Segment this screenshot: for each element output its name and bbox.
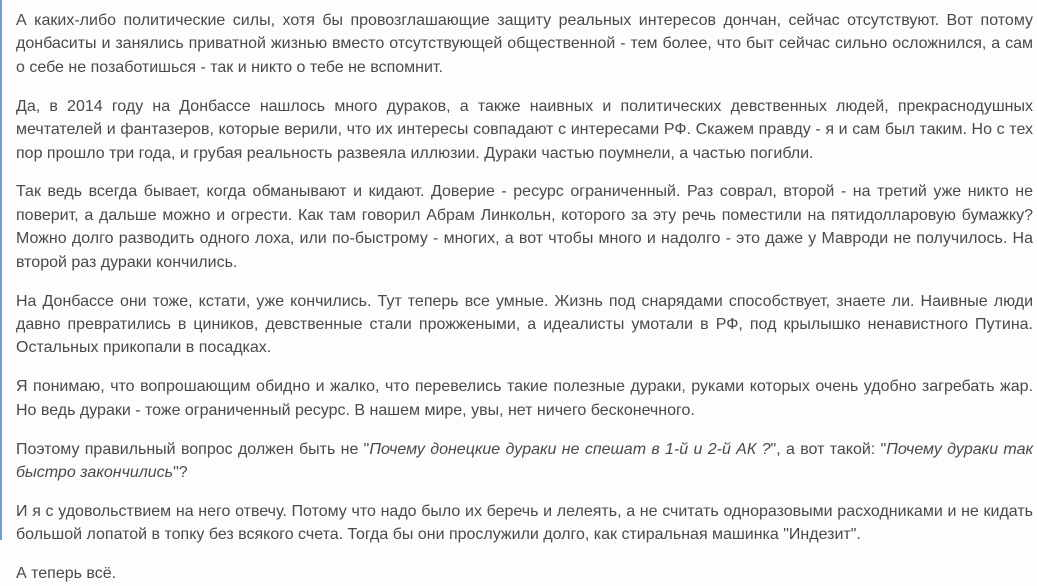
paragraph-3 <box>16 180 1033 274</box>
paragraph-4 <box>16 290 1033 360</box>
paragraph-2 <box>16 95 1033 165</box>
quoted-question-italic: Почему дураки так быстро закончились <box>16 440 1034 481</box>
paragraph-text: На Донбассе они тоже, кстати, уже кончились. Тут теперь все умные. Жизнь под снарядами способствует, знаете ли. Наивные люди давно превратились в циников, девственные стали прожжеными, а идеалисты умотали в РФ, под крылышко ненавистного Путина. Остальных прикопали в посадках. <box>16 292 1033 357</box>
paragraph-text: ", а вот такой: " <box>770 440 887 458</box>
paragraph-6 <box>16 438 1033 485</box>
paragraph-text: Так ведь всегда бывает, когда обманывают и кидают. Доверие - ресурс ограниченный. Раз соврал, второй - на третий уже никто не поверит, а дальше можно и огрести. Как там говорил Абрам Линкольн, которого за эту речь поместили на пятидолларовую бумажку? Можно долго разводить одного лоха, или по-быстрому - многих, а вот чтобы много и надолго - это даже у Мавроди не получилось. На второй раз дураки кончились. <box>16 183 1033 271</box>
paragraph-text: Поэтому правильный вопрос должен быть не " <box>16 440 370 458</box>
paragraph-text: Да, в 2014 году на Донбассе нашлось много дураков, а также наивных и политических девственных людей, прекраснодушных мечтателей и фантазеров, которые верили, что их интересы совпадают с интересами РФ. Скажем правду - я и сам был таким. Но с тех пор прошло три года, и грубая реальность развеяла иллюзии. Дураки частью поумнели, а частью погибли. <box>16 97 1033 162</box>
paragraph-8 <box>16 562 1033 585</box>
quoted-question-italic: Почему донецкие дураки не спешат в 1-й и 2-й АК ? <box>369 440 771 458</box>
paragraph-text: А каких-либо политические силы, хотя бы провозглашающие защиту реальных интересов дончан, сейчас отсутствуют. Вот потому донбаситы и занялись приватной жизнью вместо отсутствующей общественной - тем более, что быт сейчас сильно осложнился, а сам о себе не позаботишься - так и никто о тебе не вспомнит. <box>16 12 1033 76</box>
paragraph-5 <box>16 375 1033 422</box>
paragraph-1 <box>16 9 1033 79</box>
paragraph-text: "? <box>173 464 188 481</box>
paragraph-text: И я с удовольствием на него отвечу. Потому что надо было их беречь и лелеять, а не считать одноразовыми расходниками и не кидать большой лопатой в топку без всякого счета. Тогда бы они прослужили долго, как стиральная машинка "Индезит". <box>16 502 1033 544</box>
paragraph-text: Я понимаю, что вопрошающим обидно и жалко, что перевелись такие полезные дураки, руками которых очень удобно загребать жар. Но ведь дураки - тоже ограниченный ресурс. В нашем мире, увы, нет ничего бесконечного. <box>16 378 1033 419</box>
article-body <box>2 0 1037 586</box>
paragraph-text: А теперь всё. <box>16 565 117 583</box>
